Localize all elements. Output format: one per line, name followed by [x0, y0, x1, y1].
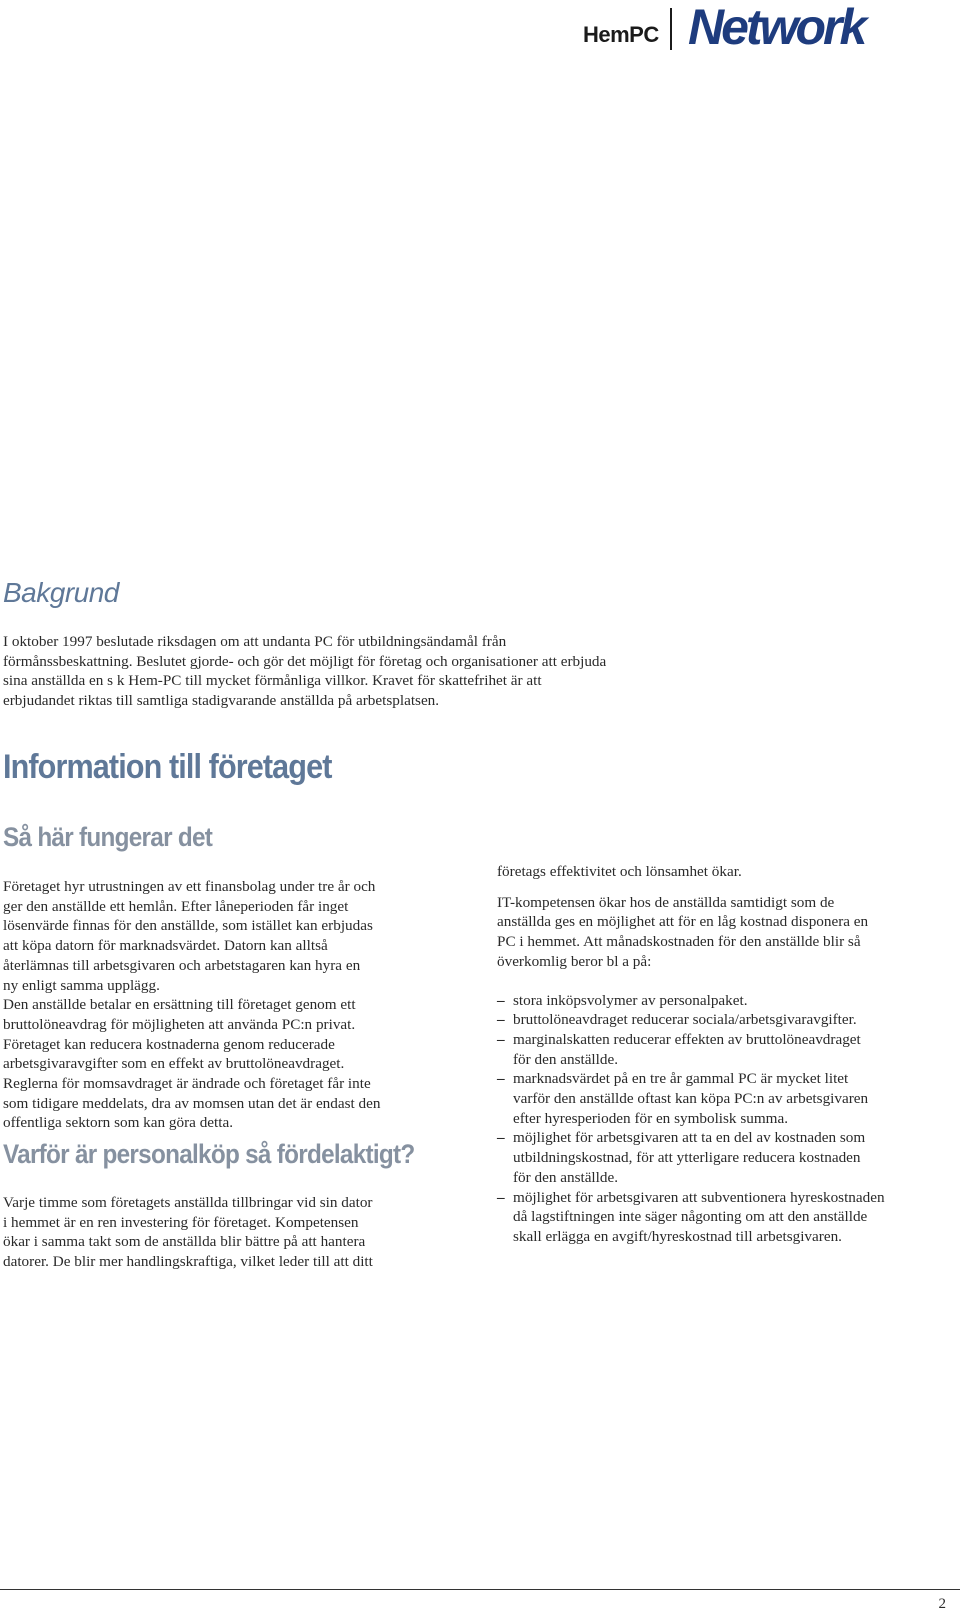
list-item [497, 991, 949, 1011]
dash-bullet: – [497, 1030, 505, 1048]
text-line: då lagstiftningen inte säger någonting om att den anställde [513, 1208, 868, 1226]
benefits-list [497, 991, 949, 1247]
text-line: marginalskatten reducerar effekten av bruttolöneavdraget [513, 1030, 861, 1048]
text-line: som tidigare meddelats, dra av momsen utan det är endast den [3, 1094, 381, 1112]
text-line: i hemmet är en ren investering för företaget. Kompetensen [3, 1213, 359, 1231]
list-item [497, 1030, 949, 1069]
text-line: överkomlig beror bl a på: [497, 952, 652, 970]
text-line: IT-kompetensen ökar hos de anställda samtidigt som de [497, 893, 835, 911]
text-line: marknadsvärdet på en tre år gammal PC är mycket litet [513, 1070, 849, 1088]
text-line: PC i hemmet. Att månadskostnaden för den anställde blir så [497, 933, 861, 951]
text-line: Den anställde betalar en ersättning till företaget genom ett [3, 996, 356, 1014]
list-item [497, 1128, 949, 1187]
text-line: efter hyresperioden för en symbolisk summa. [513, 1109, 788, 1127]
why-heading: Varför är personalköp så fördelaktigt? [3, 1139, 415, 1169]
text-line: stora inköpsvolymer av personalpaket. [513, 991, 748, 1009]
dash-bullet: – [497, 1129, 505, 1147]
list-item [497, 1010, 949, 1030]
text-line: återlämnas till arbetsgivaren och arbetstagaren kan hyra en [3, 956, 361, 974]
text-line: för den anställde. [513, 1168, 619, 1186]
list-item [497, 1069, 949, 1128]
dash-bullet: – [497, 1188, 505, 1206]
page-number: 2 [938, 1596, 946, 1612]
header-divider [670, 8, 672, 50]
bakgrund-heading: Bakgrund [3, 577, 119, 608]
text-line: Varje timme som företagets anställda tillbringar vid sin dator [3, 1194, 373, 1211]
text-line: för den anställde. [513, 1050, 619, 1068]
text-line: företags effektivitet och lönsamhet ökar. [497, 863, 742, 880]
dash-bullet: – [497, 1070, 505, 1088]
why-paragraph [3, 1193, 451, 1272]
text-line: erbjudandet riktas till samtliga stadigvarande anställda på arbetsplatsen. [3, 692, 440, 710]
text-line: arbetsgivaravgifter som en effekt av bruttolöneavdraget. [3, 1055, 345, 1073]
text-line: utbildningskostnad, för att ytterligare reducera kostnaden [513, 1149, 861, 1167]
dash-bullet: – [497, 1011, 505, 1029]
info-heading: Information till företaget [3, 748, 332, 786]
how-it-works-heading: Så här fungerar det [3, 822, 213, 852]
text-line: sina anställda en s k Hem-PC till mycket förmånliga villkor. Kravet för skattefrihet är att [3, 672, 542, 690]
dash-bullet: – [497, 991, 505, 1009]
text-line: bruttolöneavdraget reducerar sociala/arbetsgivaravgifter. [513, 1011, 857, 1029]
bakgrund-paragraph [3, 632, 723, 711]
text-line: möjlighet för arbetsgivaren att ta en del av kostnaden som [513, 1129, 866, 1147]
text-line: datorer. De blir mer handlingskraftiga, vilket leder till att ditt [3, 1253, 373, 1271]
footer-divider [0, 1589, 960, 1590]
text-line: anställda ges en möjlighet att för en låg kostnad disponera en [497, 913, 869, 931]
text-line: varför den anställde oftast kan köpa PC:n av arbetsgivaren [513, 1090, 869, 1108]
text-line: lösenvärde finnas för den anställde, som istället kan erbjudas [3, 917, 373, 935]
hempc-wordmark: HemPC [583, 22, 659, 47]
text-line: ny enligt samma upplägg. [3, 976, 160, 994]
left-column [3, 877, 451, 1133]
text-line: I oktober 1997 beslutade riksdagen om att undanta PC för utbildningsändamål från [3, 633, 507, 650]
right-column [497, 862, 949, 1247]
text-line: offentliga sektorn som kan göra detta. [3, 1114, 233, 1132]
text-line: bruttolöneavdrag för möjligheten att använda PC:n privat. [3, 1015, 356, 1033]
text-line: ger den anställde ett hemlån. Efter låneperioden får inget [3, 897, 349, 915]
text-line: ökar i samma takt som de anställda blir bättre på att hantera [3, 1233, 366, 1251]
right-paragraph-1 [497, 862, 949, 882]
text-line: Reglerna för momsavdraget är ändrade och företaget får inte [3, 1075, 371, 1093]
text-line: möjlighet för arbetsgivaren att subventionera hyreskostnaden [513, 1188, 885, 1206]
list-item [497, 1188, 949, 1247]
right-paragraph-2 [497, 893, 949, 972]
text-line: Företaget hyr utrustningen av ett finansbolag under tre år och [3, 878, 376, 895]
network-logo: Network [688, 0, 865, 55]
text-line: Företaget kan reducera kostnaderna genom reducerade [3, 1035, 335, 1053]
text-line: att köpa datorn för marknadsvärdet. Datorn kan alltså [3, 937, 328, 955]
text-line: skall erlägga en avgift/hyreskostnad till arbetsgivaren. [513, 1227, 842, 1245]
text-line: förmånssbeskattning. Beslutet gjorde- och gör det möjligt för företag och organisationer att erbjuda [3, 652, 607, 670]
